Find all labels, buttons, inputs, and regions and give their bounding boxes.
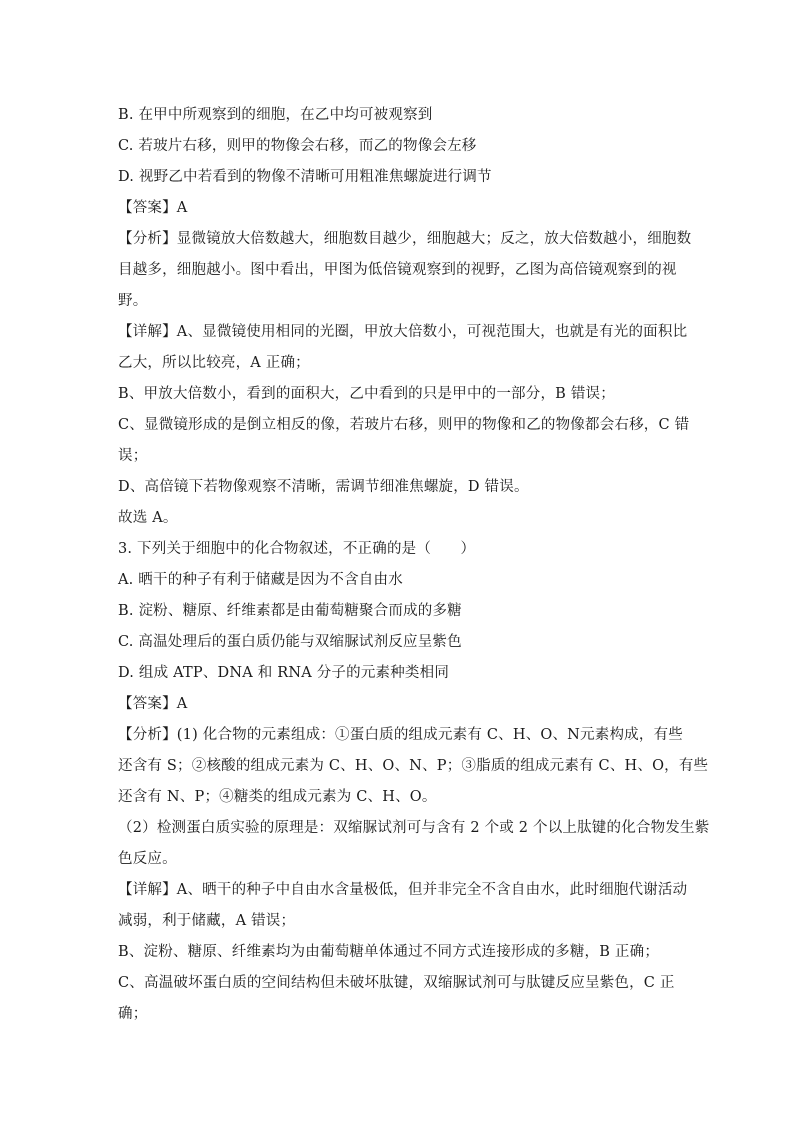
answer-q3: 【答案】A [118,696,188,712]
explanation-q3-line-1: 【详解】A、晒干的种子中自由水含量极低，但并非完全不含自由水，此时细胞代谢活动 [118,882,688,898]
explanation-q2-line-2: 乙大，所以比较亮，A 正确； [118,355,310,371]
explanation-q3-line-5: 确； [118,1006,148,1022]
explanation-q2-line-3: B、甲放大倍数小，看到的面积大，乙中看到的只是甲中的一部分，B 错误； [118,386,615,402]
analysis-q2-line-1: 【分析】显微镜放大倍数越大，细胞数目越少，细胞越大；反之，放大倍数越小，细胞数 [118,231,692,247]
explanation-q2-line-1: 【详解】A、显微镜使用相同的光圈，甲放大倍数小，可视范围大，也就是有光的面积比 [118,324,688,340]
option-b-q2: B. 在甲中所观察到的细胞，在乙中均可被观察到 [118,107,433,123]
option-c-q3: C. 高温处理后的蛋白质仍能与双缩脲试剂反应呈紫色 [118,634,462,650]
option-d-q2: D. 视野乙中若看到的物像不清晰可用粗准焦螺旋进行调节 [118,169,492,185]
document-body [118,100,710,1030]
explanation-q3-line-2: 减弱，利于储藏，A 错误； [118,913,296,929]
answer-q2: 【答案】A [118,200,188,216]
conclusion-q2: 故选 A。 [118,510,178,526]
option-d-q3: D. 组成 ATP、DNA 和 RNA 分子的元素种类相同 [118,665,450,681]
explanation-q3-line-4: C、高温破坏蛋白质的空间结构但未破坏肽键，双缩脲试剂可与肽键反应呈紫色，C 正 [118,975,675,991]
analysis-q2-line-2: 目越多，细胞越小。图中看出，甲图为低倍镜观察到的视野，乙图为高倍镜观察到的视 [118,262,677,278]
analysis-q3-line-2: 还含有 S；②核酸的组成元素为 C、H、O、N、P；③脂质的组成元素有 C、H、O，有些 [118,758,709,774]
analysis-q2-line-3: 野。 [118,293,148,309]
analysis-q3-line-4: （2）检测蛋白质实验的原理是：双缩脲试剂可与含有 2 个或 2 个以上肽键的化合物发生紫 [118,820,710,836]
option-a-q3: A. 晒干的种子有利于储藏是因为不含自由水 [118,572,403,588]
explanation-q2-line-4: C、显微镜形成的是倒立相反的像，若玻片右移，则甲的物像和乙的物像都会右移，C 错 [118,417,690,433]
explanation-q2-line-5: 误； [118,448,148,464]
option-b-q3: B. 淀粉、糖原、纤维素都是由葡萄糖聚合而成的多糖 [118,603,462,619]
option-c-q2: C. 若玻片右移，则甲的物像会右移，而乙的物像会左移 [118,138,477,154]
analysis-q3-line-5: 色反应。 [118,851,177,867]
analysis-q3-line-3: 还含有 N、P；④糖类的组成元素为 C、H、O。 [118,789,437,805]
explanation-q2-line-6: D、高倍镜下若物像观察不清晰，需调节细准焦螺旋，D 错误。 [118,479,529,495]
analysis-q3-line-1: 【分析】(1) 化合物的元素组成：①蛋白质的组成元素有 C、H、O、N元素构成，有些 [118,727,683,743]
question-3-stem: 3. 下列关于细胞中的化合物叙述，不正确的是（ ） [118,541,476,557]
explanation-q3-line-3: B、淀粉、糖原、纤维素均为由葡萄糖单体通过不同方式连接形成的多糖，B 正确； [118,944,660,960]
